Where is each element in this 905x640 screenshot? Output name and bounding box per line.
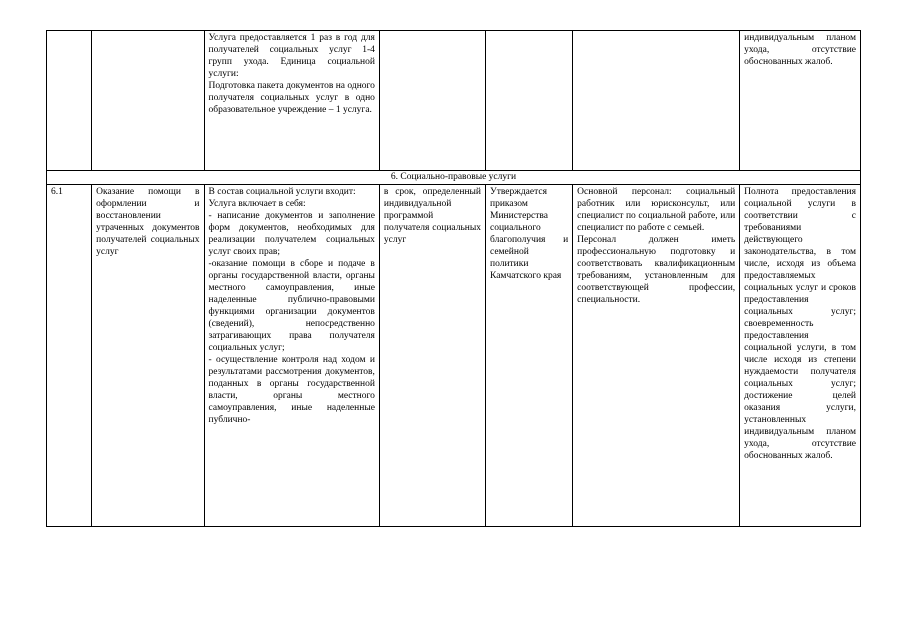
quality-cell	[740, 31, 861, 171]
conditions-cell-empty	[573, 31, 740, 171]
term-cell-empty	[379, 31, 485, 171]
quality-text: индивидуальным планом ухода, отсутствие обоснованных жалоб.	[744, 33, 856, 67]
number-cell-empty	[47, 31, 92, 171]
service-description-cell	[204, 185, 379, 527]
term-cell: в срок, определенный индивидуальной программой получателя социальных услуг	[379, 185, 485, 527]
conditions-cell	[573, 185, 740, 527]
standard-cell-empty	[486, 31, 573, 171]
row-number: 6.1	[47, 185, 92, 527]
standard-cell: Утверждается приказом Министерства социального благополучия и семейной политики Камчатского края	[486, 185, 573, 527]
service-description-cell	[204, 31, 379, 171]
section-title: 6. Социально-правовые услуги	[47, 171, 861, 185]
service-name: Оказание помощи в оформлении и восстановлении утраченных документов получателей социальных услуг	[92, 185, 204, 527]
conditions-paragraph: Персонал должен иметь профессиональную подготовку и соответствовать квалификационным требованиям, установленным для соответствующей профессии, специальности.	[577, 235, 736, 305]
service-description-paragraph: В состав социальной услуги входит:	[208, 187, 356, 197]
quality-cell: Полнота предоставления социальной услуги в соответствии с требованиями действующего законодательства, в том числе, исходя из объема предоставляемых социальных услуг и сроков предоставления социальных услуг; своевременность предоставления социальной услуги, в том числе исходя из степени нуждаемости получателя социальных услуг; достижение целей оказания услуги, установленных индивидуальным планом ухода, отсутствие обоснованных жалоб.	[740, 185, 861, 527]
section-row	[47, 171, 861, 185]
table-row	[47, 31, 861, 171]
name-cell-empty	[92, 31, 204, 171]
conditions-paragraph: Основной персонал: социальный работник или юрисконсульт, или специалист по социальной работе, или специалист по работе с семьей.	[577, 187, 736, 233]
service-description-paragraph: - написание документов и заполнение форм документов, необходимых для реализации получателем социальных услуг своих прав;	[208, 211, 375, 257]
service-description-paragraph: Услуга включает в себя:	[208, 199, 306, 209]
table-row	[47, 185, 861, 527]
service-description-paragraph: -оказание помощи в сборе и подаче в органы государственной власти, органы местного самоуправления, иные наделенные публично-правовыми функциями организации документов (сведений), непосредственно затрагивающих права получателя социальных услуг;	[208, 259, 375, 353]
services-table	[46, 30, 861, 527]
service-description-paragraph: Подготовка пакета документов на одного получателя социальных услуг в одно образовательное учреждение – 1 услуга.	[208, 81, 375, 115]
service-description-paragraph: Услуга предоставляется 1 раз в год для получателей социальных услуг 1-4 групп ухода. Единица социальной услуги:	[208, 33, 375, 79]
service-description-paragraph: - осуществление контроля над ходом и результатами рассмотрения документов, поданных в органы государственной власти, органы местного самоуправления, иные наделенные публично-	[208, 355, 375, 425]
